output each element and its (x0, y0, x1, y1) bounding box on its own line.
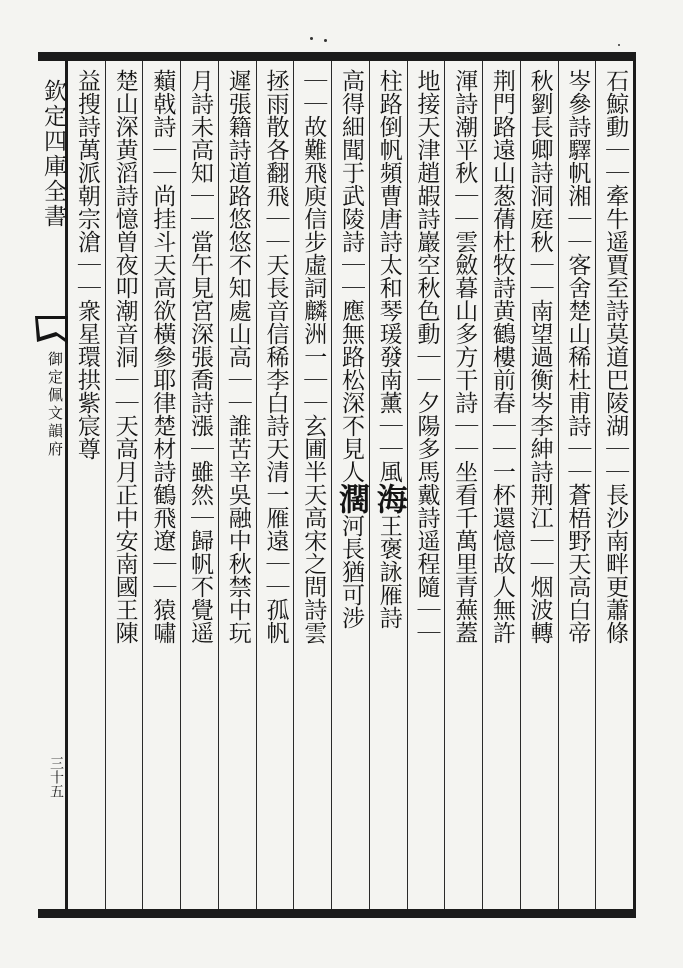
column-text-part: 秋劉長卿詩洞庭秋｜｜南望過衡岑李紳詩荆江｜｜烟波轉 (526, 69, 553, 644)
text-column (218, 61, 256, 909)
column-text-part: 楚山深黄滔詩憶曽夜叩潮音洞｜｜天高月正中安南國王陳 (111, 69, 138, 644)
column-text-part: 岑參詩驛帆湘｜｜客舍楚山稀杜甫詩｜｜蒼梧野天高白帝 (564, 69, 591, 644)
column-text (449, 61, 478, 909)
fishtail-mark-icon (35, 316, 68, 344)
text-column (595, 61, 633, 909)
ink-speck (618, 44, 620, 46)
text-column (520, 61, 558, 909)
column-text (332, 61, 369, 909)
column-text-part: 地接天津趙嘏詩巖空秋色動｜｜夕陽多馬戴詩遥程隨｜｜ (413, 69, 440, 644)
text-column (68, 61, 105, 909)
column-text (487, 61, 516, 909)
column-text (600, 61, 629, 909)
column-text (298, 61, 327, 909)
column-text-part: 高得細聞于武陵詩｜｜應無路松深不見人 (337, 69, 364, 483)
column-text-part: 荆門路遠山葱蒨杜牧詩黄鶴樓前春｜｜一杯還憶故人無許 (488, 69, 515, 644)
column-text (72, 61, 101, 909)
column-text-part: 河長猶可涉 (337, 514, 364, 629)
text-columns (68, 61, 633, 909)
column-text-part: 石鯨動｜｜牽牛遥賈至詩莫道巴陵湖｜｜長沙南畔更蕭條 (602, 69, 629, 644)
column-text (562, 61, 591, 909)
column-text-part: 益搜詩萬派朝宗滄｜｜衆星環拱紫宸尊 (73, 69, 100, 460)
text-column (180, 61, 218, 909)
column-text-part: 遲張籍詩道路悠悠不知處山高｜｜誰苦辛吳融中秋禁中玩 (224, 69, 251, 644)
headword: 海 (370, 483, 407, 514)
margin-strip (38, 61, 68, 909)
ink-speck (324, 39, 327, 42)
column-text (411, 61, 440, 909)
text-column (105, 61, 143, 909)
text-column (256, 61, 294, 909)
text-column (444, 61, 482, 909)
text-column (369, 61, 407, 909)
text-column (558, 61, 596, 909)
column-text-part: 拯雨散各翻飛｜｜天長音信稀李白詩天清一雁遠｜｜孤帆 (262, 69, 289, 644)
book-title: 欽定四庫全書 (40, 79, 66, 229)
ink-speck (310, 37, 313, 40)
column-text (370, 61, 407, 909)
headword: 濶 (332, 483, 369, 514)
column-text-part: 月詩未高知｜｜當午見宮深張喬詩漲｜雖然｜歸帆不覺遥 (187, 69, 214, 644)
text-column (142, 61, 180, 909)
column-text-part: 王褒詠雁詩 (375, 514, 402, 629)
column-text (525, 61, 554, 909)
column-text-part: 柱路倒帆頻曹唐詩太和琴瑗發南薰｜｜風 (375, 69, 402, 483)
text-column (293, 61, 331, 909)
page-frame (38, 52, 636, 918)
volume-title: 御定佩文韻府 (46, 351, 64, 459)
column-text (261, 61, 290, 909)
column-text (185, 61, 214, 909)
text-column (331, 61, 369, 909)
column-text (147, 61, 176, 909)
page-number: 三十五 (48, 756, 64, 798)
column-text (110, 61, 139, 909)
text-column (482, 61, 520, 909)
column-text (223, 61, 252, 909)
column-text-part: 渾詩潮平秋｜｜雲斂暮山多方干詩｜｜坐看千萬里青蕪蓋 (451, 69, 478, 644)
column-text-part: ｜｜故難飛庾信步虛詞麟洲一｜｜玄圃半天高宋之問詩雲 (300, 69, 327, 644)
column-text-part: 蘱戟詩｜｜尚挂斗天高欲橫參耶律楚材詩鶴飛遼｜｜猿嘯 (149, 69, 176, 644)
text-column (407, 61, 445, 909)
